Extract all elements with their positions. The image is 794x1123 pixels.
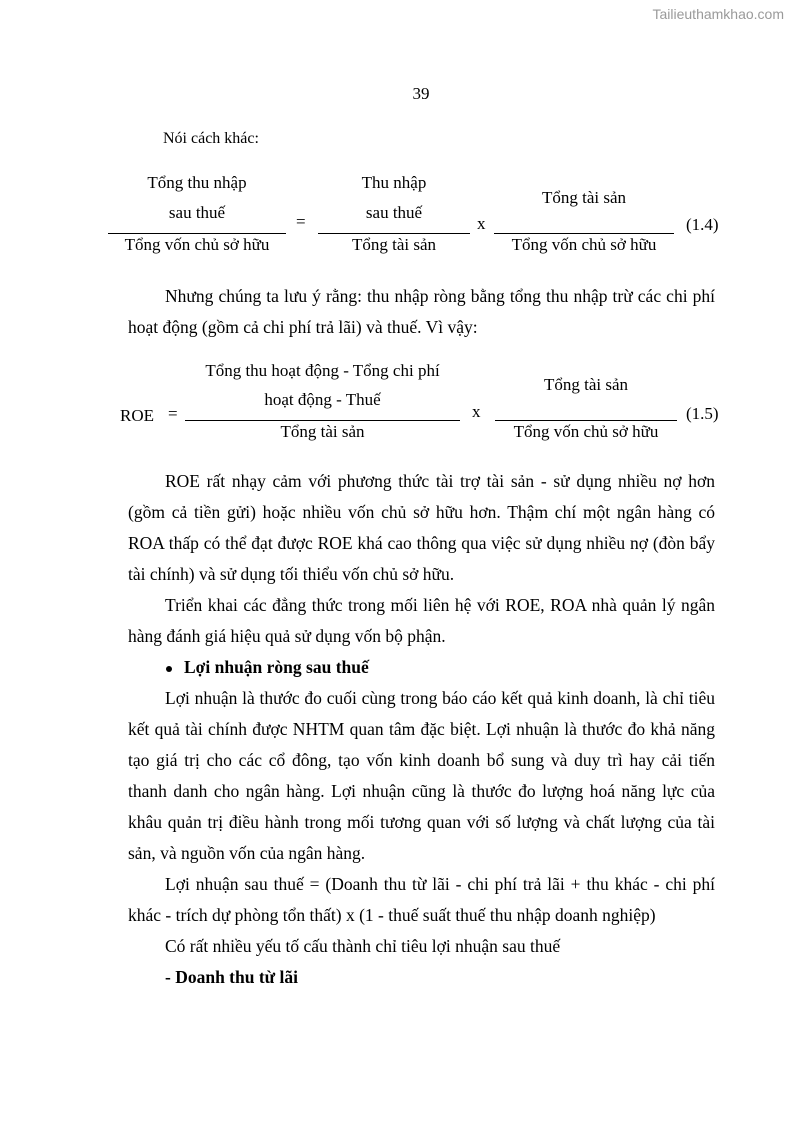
eq15-numerator-line2: hoạt động - Thuế [264,390,381,409]
paragraph-factors: Có rất nhiều yếu tố cấu thành chỉ tiêu lợi nhuận sau thuế [165,936,561,956]
eq15-roe: ROE [120,406,154,425]
eq14-lhs-numerator-line1: Tổng thu nhập [147,173,247,192]
watermark: Tailieuthamkhao.com [652,6,784,22]
bullet-item [128,652,715,683]
eq15-label: (1.5) [686,404,719,423]
paragraph-profit-formula: Lợi nhuận sau thuế = (Doanh thu từ lãi - chi phí trả lãi + thu khác - chi phí khác - trích dự phòng tổn thất) x (1 - thuế suất thuế thu nhập doanh nghiệp) [128,874,715,925]
eq14-rhs-numerator: Tổng tài sản [541,188,627,207]
eq14-mid-numerator-line1: Thu nhập [361,173,427,192]
eq14-mid-denominator: Tổng tài sản [351,235,437,254]
eq14-rhs-denominator: Tổng vốn chủ sở hữu [511,235,657,254]
eq15-times: x [472,402,481,421]
bullet-heading: Lợi nhuận ròng sau thuế [184,657,369,677]
body-text [128,466,715,993]
eq14-equals: = [296,212,306,231]
eq15-numerator-line1: Tổng thu hoạt động - Tổng chi phí [205,361,440,380]
paragraph-roe-roa: Triển khai các đẳng thức trong mối liên hệ với ROE, ROA nhà quản lý ngân hàng đánh giá hiệu quả sử dụng vốn bộ phận. [128,595,715,646]
paragraph-text: Nhưng chúng ta lưu ý rằng: thu nhập ròng bằng tổng thu nhập trừ các chi phí hoạt động (gồm cả chi phí trả lãi) và thuế. Vì vậy: [128,286,715,337]
eq14-times: x [477,214,486,233]
paragraph-profit: Lợi nhuận là thước đo cuối cùng trong báo cáo kết quả kinh doanh, là chỉ tiêu kết quả tài chính được NHTM quan tâm đặc biệt. Lợi nhuận là thước đo khả năng tạo giá trị cho các cổ đông, tạo vốn kinh doanh bổ sung và duy trì hay cải tiến thanh danh cho ngân hàng. Lợi nhuận cũng là thước đo lượng hoá năng lực của khâu quản trị điều hành trong mối tương quan với số lượng và chất lượng của tài sản, và nguồn vốn của ngân hàng. [128,688,715,863]
eq14-label: (1.4) [686,215,719,234]
eq14-lhs-denominator: Tổng vốn chủ sở hữu [124,235,270,254]
eq14-mid-numerator-line2: sau thuế [365,203,423,222]
intro-text: Nói cách khác: [163,130,259,147]
eq15-equals: = [168,404,178,423]
bullet-icon [166,666,172,672]
paragraph-roe-sensitivity: ROE rất nhạy cảm với phương thức tài trợ tài sản - sử dụng nhiều nợ hơn (gồm cả tiền gửi) hoặc nhiều vốn chủ sở hữu hơn. Thậm chí một ngân hàng có ROA thấp có thể đạt được ROE khá cao thông qua việc sử dụng nhiều nợ (đòn bẩy tài chính) và sử dụng tối thiểu vốn chủ sở hữu. [128,471,715,584]
section-heading: - Doanh thu từ lãi [165,967,299,987]
eq15-rhs-numerator: Tổng tài sản [543,375,629,394]
eq15-rhs-denominator: Tổng vốn chủ sở hữu [513,422,659,441]
paragraph-net-income [128,281,715,343]
page-number: 39 [412,84,430,103]
eq14-lhs-numerator-line2: sau thuế [168,203,226,222]
eq15-denominator: Tổng tài sản [280,422,365,441]
